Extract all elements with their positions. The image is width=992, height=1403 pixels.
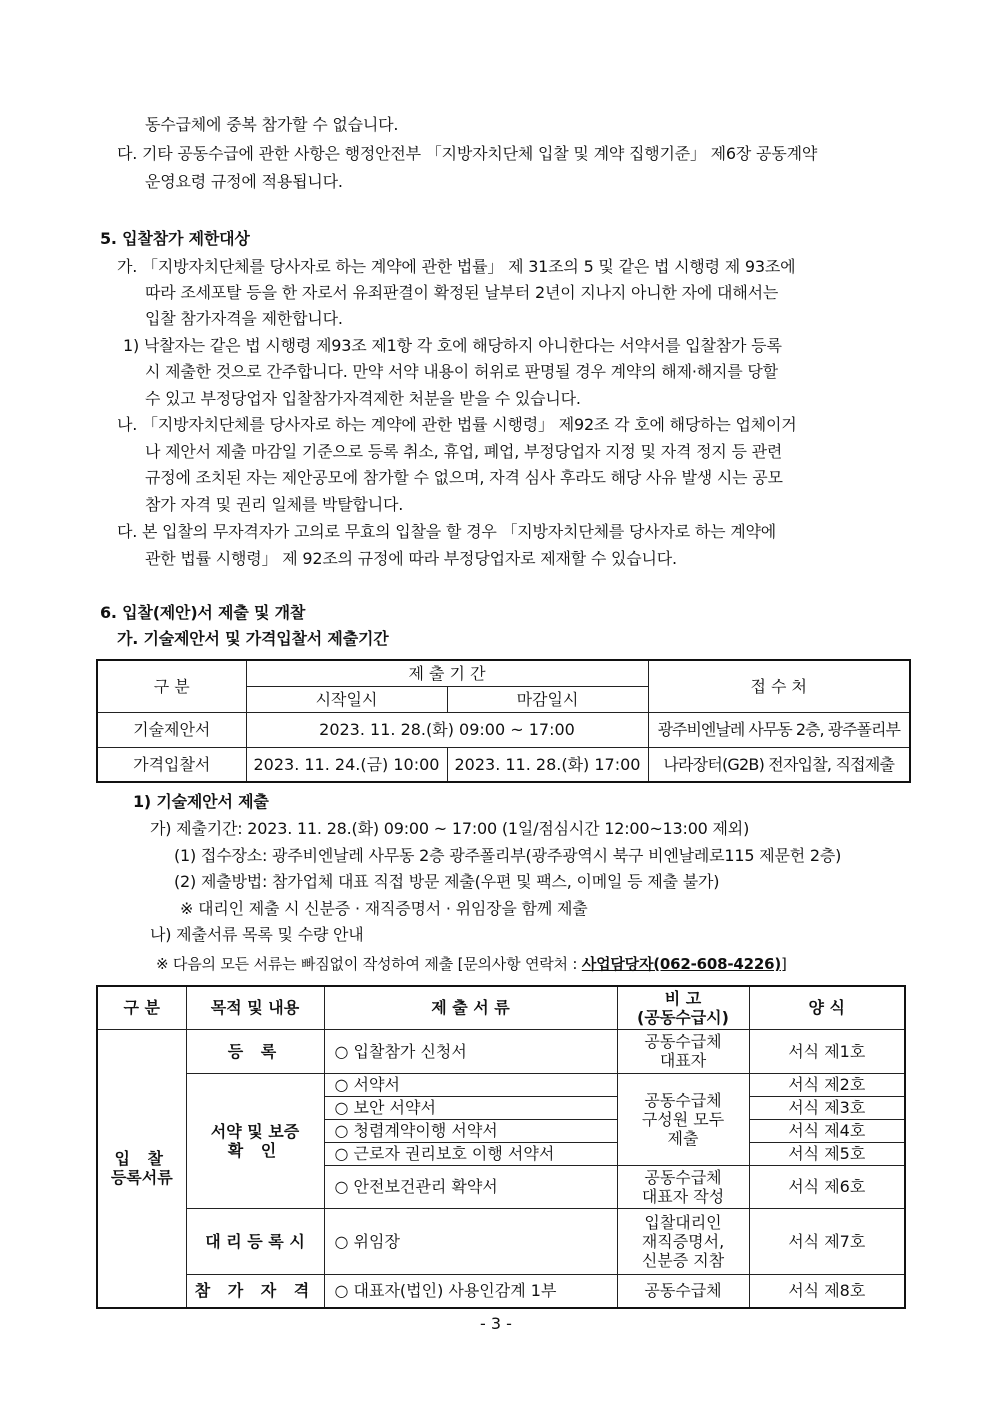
text-line: 운영요령 규정에 적용됩니다.	[145, 172, 343, 191]
form-cell: 서식 제5호	[749, 1142, 905, 1165]
section-heading-5: 5. 입찰참가 제한대상	[100, 229, 250, 248]
note-line: 제출	[667, 1128, 699, 1148]
document-cell: ○ 위임장	[324, 1208, 617, 1274]
note-line: 구성원 모두	[641, 1109, 725, 1129]
form-cell: 서식 제2호	[749, 1073, 905, 1096]
note-line: 공동수급체	[644, 1167, 722, 1187]
form-cell: 서식 제1호	[749, 1029, 905, 1073]
header-cell: 접 수 처	[648, 660, 910, 712]
text-line: 시 제출한 것으로 간주합니다. 만약 서약 내용이 허위로 판명될 경우 계약의 해제·해지를 당할	[145, 362, 778, 381]
text-line: 동수급체에 중복 참가할 수 없습니다.	[145, 115, 399, 134]
table-cell: 나라장터(G2B) 전자입찰, 직접제출	[648, 747, 910, 782]
text-line: 나) 제출서류 목록 및 수량 안내	[150, 925, 364, 944]
text-line: 관한 법률 시행령」 제 92조의 규정에 따라 부정당업자로 제재할 수 있습니다.	[145, 549, 677, 568]
table-cell: 2023. 11. 28.(화) 09:00 ~ 17:00	[246, 712, 648, 747]
contact-suffix: ]	[781, 955, 787, 973]
note-line: 입찰대리인	[644, 1212, 722, 1232]
group-label: 입 찰	[114, 1149, 169, 1169]
table-cell: 가격입찰서	[97, 747, 246, 782]
text-line: 다. 기타 공동수급에 관한 사항은 행정안전부 「지방자치단체 입찰 및 계약 집행기준」 제6장 공동계약	[117, 144, 818, 163]
form-cell: 서식 제8호	[749, 1274, 905, 1308]
note-line: 재직증명서,	[641, 1231, 725, 1251]
text-line: 수 있고 부정당업자 입찰참가자격제한 처분을 받을 수 있습니다.	[145, 389, 581, 408]
category-line: 확 인	[227, 1140, 283, 1160]
text-line: 가) 제출기간: 2023. 11. 28.(화) 09:00 ~ 17:00 (1일/점심시간 12:00~13:00 제외)	[150, 819, 750, 838]
text-line: 다. 본 입찰의 무자격자가 고의로 무효의 입찰을 할 경우 「지방자치단체를 당사자로 하는 계약에	[117, 522, 777, 541]
text-line: 가. 「지방자치단체를 당사자로 하는 계약에 관한 법률」 제 31조의 5 및 같은 법 시행령 제 93조에	[117, 257, 796, 276]
form-cell: 서식 제3호	[749, 1096, 905, 1119]
header-cell: 제 출 기 간	[246, 660, 648, 686]
document-cell: ○ 청렴계약이행 서약서	[324, 1119, 617, 1142]
header-note: 비 고	[664, 988, 702, 1008]
submission-documents-table	[96, 985, 906, 1309]
header-cell: 구 분	[97, 660, 246, 712]
header-cell	[617, 986, 749, 1029]
text-line: 1) 낙찰자는 같은 법 시행령 제93조 제1항 각 호에 해당하지 아니한다는 서약서를 입찰참가 등록	[123, 336, 782, 355]
header-cell: 목적 및 내용	[186, 986, 324, 1029]
document-cell: ○ 서약서	[324, 1073, 617, 1096]
document-cell: ○ 근로자 권리보호 이행 서약서	[324, 1142, 617, 1165]
text-line: 규정에 조치된 자는 제안공모에 참가할 수 없으며, 자격 심사 후라도 해당 사유 발생 시는 공모	[145, 468, 783, 487]
header-note-sub: (공동수급시)	[637, 1007, 729, 1027]
note-cell: 공동수급체	[617, 1274, 749, 1308]
header-cell: 양 식	[749, 986, 905, 1029]
table-cell: 2023. 11. 24.(금) 10:00	[246, 747, 447, 782]
category-cell: 참 가 자 격	[186, 1274, 324, 1308]
document-cell: ○ 안전보건관리 확약서	[324, 1165, 617, 1208]
text-line: 입찰 참가자격을 제한합니다.	[145, 309, 343, 328]
page-number: - 3 -	[480, 1314, 512, 1333]
text-line: (2) 제출방법: 참가업체 대표 직접 방문 제출(우편 및 팩스, 이메일 등 제출 불가)	[174, 872, 720, 891]
table-cell: 2023. 11. 28.(화) 17:00	[447, 747, 648, 782]
header-cell: 시작일시	[246, 686, 447, 712]
category-line: 서약 및 보증	[210, 1121, 300, 1141]
category-cell: 대 리 등 록 시	[186, 1208, 324, 1274]
form-cell: 서식 제7호	[749, 1208, 905, 1274]
category-cell	[186, 1073, 324, 1208]
note-line: 대표자 작성	[641, 1186, 725, 1206]
note-cell	[617, 1073, 749, 1165]
form-cell: 서식 제4호	[749, 1119, 905, 1142]
note-cell	[617, 1165, 749, 1208]
group-label: 등록서류	[110, 1168, 173, 1188]
subsection-heading: 1) 기술제안서 제출	[133, 792, 269, 811]
note-line: 대표자	[659, 1051, 707, 1070]
note-line: 신분증 지참	[641, 1250, 725, 1270]
note-cell	[617, 1208, 749, 1274]
text-line: ※ 대리인 제출 시 신분증 · 재직증명서 · 위임장을 함께 제출	[180, 899, 588, 918]
header-cell: 제 출 서 류	[324, 986, 617, 1029]
text-line	[156, 954, 787, 974]
header-cell: 마감일시	[447, 686, 648, 712]
text-line: 참가 자격 및 권리 일체를 박탈합니다.	[145, 495, 404, 514]
form-cell: 서식 제6호	[749, 1165, 905, 1208]
text-line: 나. 「지방자치단체를 당사자로 하는 계약에 관한 법률 시행령」 제92조 각 호에 해당하는 업체이거	[117, 415, 797, 434]
note-line: 공동수급체	[644, 1032, 722, 1051]
group-cell	[97, 1029, 186, 1308]
category-cell: 등 록	[186, 1029, 324, 1073]
section-heading-6: 6. 입찰(제안)서 제출 및 개찰	[100, 603, 306, 622]
submission-period-table	[96, 659, 911, 783]
contact-prefix: ※ 다음의 모든 서류는 빠짐없이 작성하여 제출 [문의사항 연락처 :	[156, 955, 582, 973]
table-cell: 기술제안서	[97, 712, 246, 747]
text-line: (1) 접수장소: 광주비엔날레 사무동 2층 광주폴리부(광주광역시 북구 비엔날레로115 제문헌 2층)	[174, 846, 842, 865]
header-cell: 구 분	[97, 986, 186, 1029]
document-cell: ○ 대표자(법인) 사용인감계 1부	[324, 1274, 617, 1308]
table-cell: 광주비엔날레 사무동 2층, 광주폴리부	[648, 712, 910, 747]
note-line: 공동수급체	[644, 1090, 722, 1110]
text-line: 따라 조세포탈 등을 한 자로서 유죄판결이 확정된 날부터 2년이 지나지 아니한 자에 대해서는	[145, 283, 779, 302]
subsection-heading: 가. 기술제안서 및 가격입찰서 제출기간	[117, 629, 389, 648]
document-cell: ○ 보안 서약서	[324, 1096, 617, 1119]
note-cell	[617, 1029, 749, 1073]
text-line: 나 제안서 제출 마감일 기준으로 등록 취소, 휴업, 폐업, 부정당업자 지정 및 자격 정지 등 관련	[145, 442, 783, 461]
document-cell: ○ 입찰참가 신청서	[324, 1029, 617, 1073]
contact-number: 사업담당자(062-608-4226)	[581, 955, 781, 973]
